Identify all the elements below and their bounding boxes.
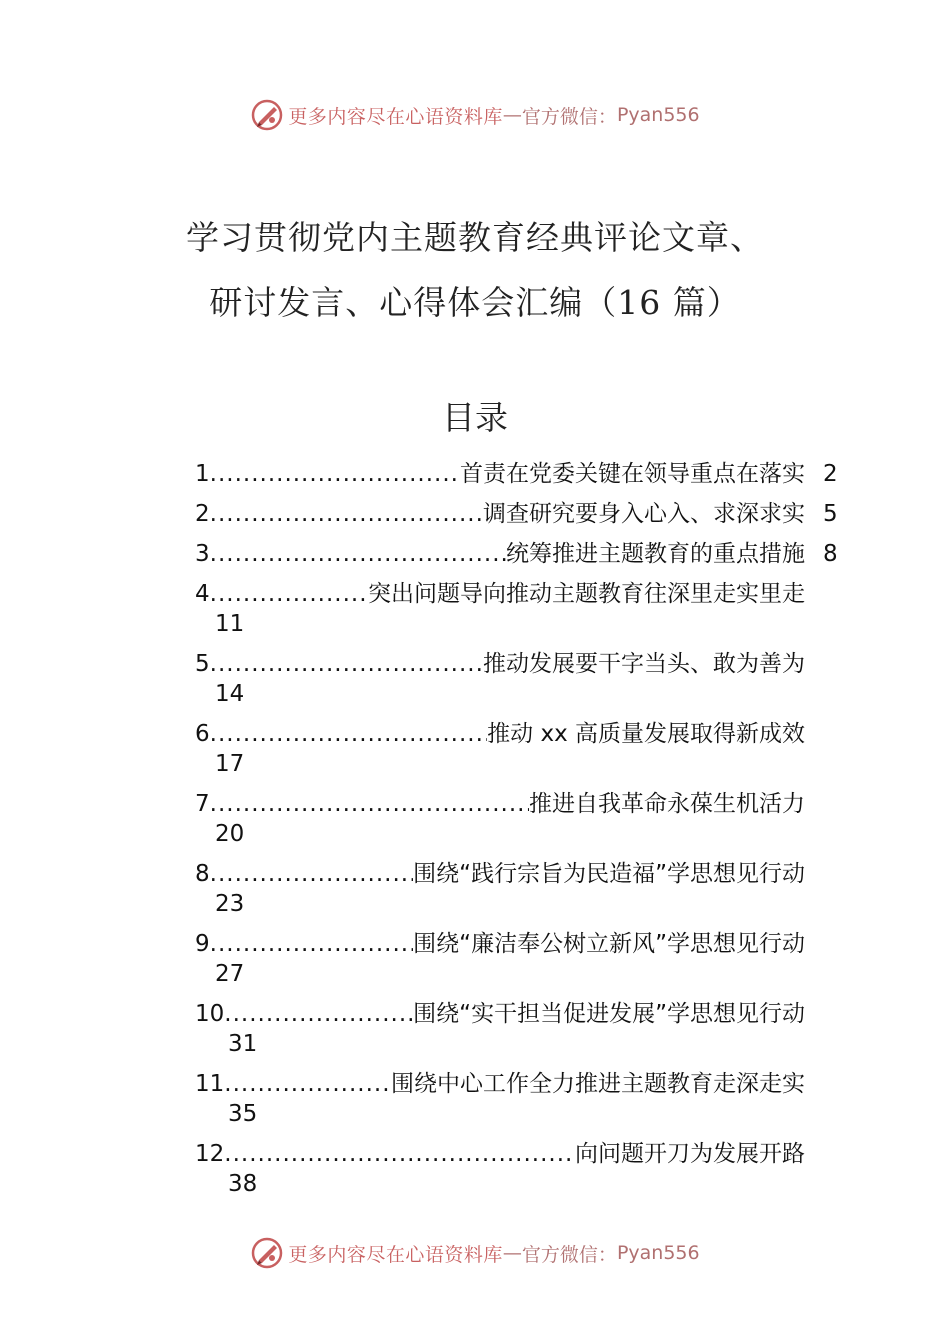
footer-watermark: [0, 1233, 950, 1273]
toc-leader-dots: [224, 999, 413, 1029]
toc-entry-number: 5: [195, 651, 210, 677]
toc-entry[interactable]: [195, 719, 845, 779]
toc-entry[interactable]: [195, 499, 845, 529]
watermark-separator: —: [502, 1242, 522, 1264]
toc-entry-number: 8: [195, 861, 210, 887]
toc-leader-dots: [224, 1139, 575, 1169]
toc-entry-title: 围绕“廉洁奉公树立新风”学思想见行动: [413, 931, 805, 957]
toc-entry-number: 1: [195, 461, 210, 487]
toc-entry-page: 38: [228, 1171, 258, 1197]
document-title-line2: 研讨发言、心得体会汇编（16 篇）: [209, 283, 741, 322]
watermark-text: 更多内容尽在心语资料库: [288, 1243, 503, 1266]
toc-entry[interactable]: [195, 929, 845, 989]
toc-leader-dots: [224, 1069, 391, 1099]
toc-entry-title: 推进自我革命永葆生机活力: [529, 791, 805, 817]
toc-entry-number: 11: [195, 1071, 225, 1097]
toc-entry-page: 11: [215, 611, 245, 637]
toc-leader-dots: [210, 649, 483, 679]
toc-entry-number: 4: [195, 581, 210, 607]
toc-entry[interactable]: [195, 579, 845, 639]
toc-entry-page: 31: [228, 1031, 258, 1057]
toc-entry-title: 围绕“践行宗旨为民造福”学思想见行动: [413, 861, 805, 887]
toc-heading: 目录: [442, 398, 508, 437]
header-watermark: [0, 95, 950, 135]
toc-entry-title: 调查研究要身入心入、求深求实: [483, 501, 805, 527]
document-title-line1: 学习贯彻党内主题教育经典评论文章、: [186, 218, 764, 257]
toc-entry-title: 围绕中心工作全力推进主题教育走深走实: [391, 1071, 805, 1097]
toc-entry[interactable]: [195, 789, 845, 849]
toc-leader-dots: [210, 719, 488, 749]
toc-entry-number: 3: [195, 541, 210, 567]
pen-logo-icon: [250, 98, 284, 132]
toc-leader-dots: [210, 929, 414, 959]
toc-leader-dots: [210, 499, 483, 529]
toc-entry[interactable]: [195, 859, 845, 919]
toc-entry-number: 9: [195, 931, 210, 957]
toc-entry-title: 首责在党委关键在领导重点在落实: [460, 461, 805, 487]
watermark-wechat-id: Pyan556: [616, 104, 700, 126]
toc-entry-title: 推动 xx 高质量发展取得新成效: [487, 721, 805, 747]
toc-entry-number: 2: [195, 501, 210, 527]
toc-entry-page: 20: [215, 821, 245, 847]
toc-entry-number: 7: [195, 791, 210, 817]
toc-entry-page: 8: [823, 541, 838, 567]
toc-leader-dots: [210, 789, 529, 819]
toc-entry-title: 统筹推进主题教育的重点措施: [506, 541, 805, 567]
toc-entry-page: 14: [215, 681, 245, 707]
toc-entry-page: 27: [215, 961, 245, 987]
toc-entry[interactable]: [195, 649, 845, 709]
toc-entry-page: 23: [215, 891, 245, 917]
toc-entry-title: 突出问题导向推动主题教育往深里走实里走: [368, 581, 805, 607]
toc-entry[interactable]: [195, 539, 845, 569]
toc-entry-page: 17: [215, 751, 245, 777]
toc-leader-dots: [210, 539, 506, 569]
watermark-text: 更多内容尽在心语资料库: [288, 105, 503, 128]
toc-entry[interactable]: [195, 1069, 845, 1129]
toc-entry-number: 10: [195, 1001, 225, 1027]
toc-leader-dots: [210, 579, 368, 609]
toc-entry[interactable]: [195, 459, 845, 489]
toc-entry-number: 6: [195, 721, 210, 747]
toc-leader-dots: [210, 459, 460, 489]
pen-logo-icon: [250, 1236, 284, 1270]
watermark-wechat-id: Pyan556: [616, 1242, 700, 1264]
toc-entry-title: 推动发展要干字当头、敢为善为: [483, 651, 805, 677]
toc-entry-page: 2: [823, 461, 838, 487]
watermark-official: 官方微信：: [521, 1243, 617, 1266]
toc-entry[interactable]: [195, 1139, 845, 1199]
toc-entry-page: 5: [823, 501, 838, 527]
toc-entry-title: 向问题开刀为发展开路: [575, 1141, 805, 1167]
toc-leader-dots: [210, 859, 414, 889]
watermark-official: 官方微信：: [521, 105, 617, 128]
toc-entry-title: 围绕“实干担当促进发展”学思想见行动: [413, 1001, 805, 1027]
toc-entry-number: 12: [195, 1141, 225, 1167]
toc-entry[interactable]: [195, 999, 845, 1059]
watermark-separator: —: [502, 104, 522, 126]
toc-entry-page: 35: [228, 1101, 258, 1127]
table-of-contents: [195, 459, 845, 1209]
